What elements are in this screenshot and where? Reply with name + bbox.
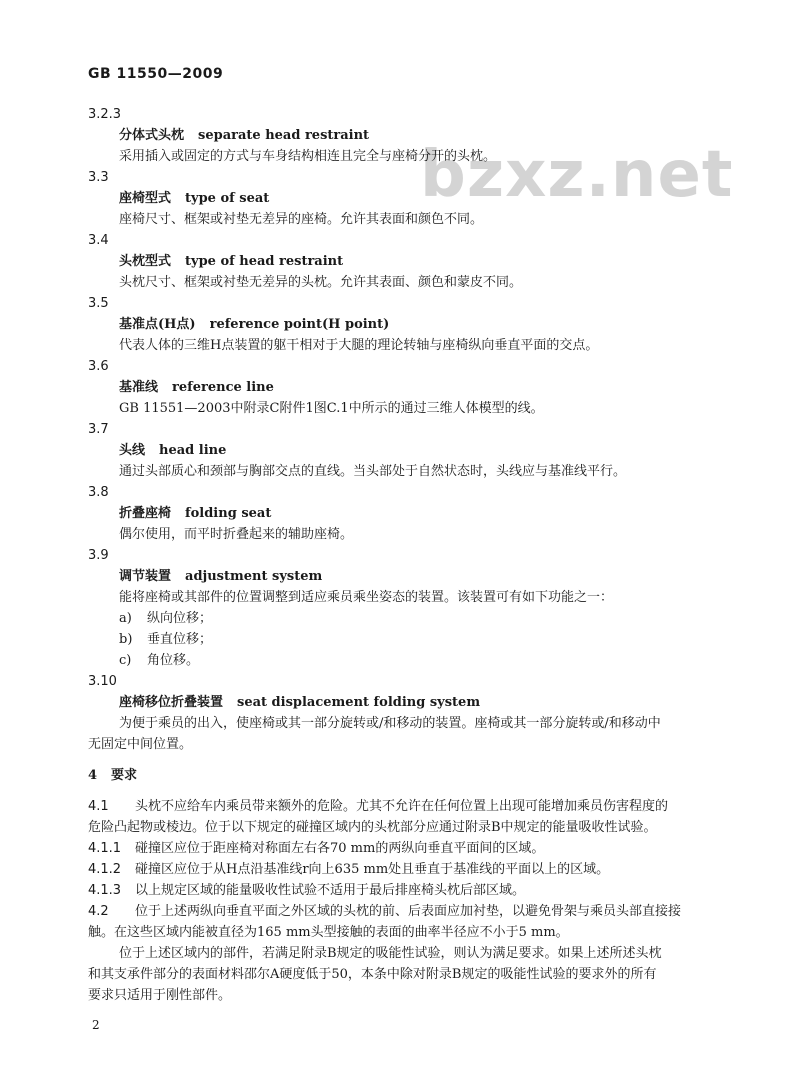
clause-text: 位于上述两纵向垂直平面之外区域的头枕的前、后表面应加衬垫，以避免骨架与乘员头部直接接 — [135, 904, 682, 919]
clause-number: 4.1.3 — [88, 883, 122, 898]
term-zh: 头枕型式 — [119, 254, 172, 269]
term-zh: 基准点(H点) — [119, 317, 196, 332]
function-list — [88, 608, 720, 671]
clause-number: 4.1.1 — [88, 841, 122, 856]
clause-number: 3.7 — [88, 422, 109, 437]
term-description: 通过头部质心和颈部与胸部交点的直线。当头部处于自然状态时，头线应与基准线平行。 — [119, 464, 627, 479]
term-zh: 基准线 — [119, 380, 159, 395]
clause-number: 3.10 — [88, 674, 117, 689]
clause-text: 以上规定区域的能量吸收性试验不适用于最后排座椅头枕后部区域。 — [135, 883, 526, 898]
term-zh: 调节装置 — [119, 569, 172, 584]
definition-item — [88, 545, 720, 608]
term-en: type of head restraint — [185, 254, 344, 269]
watermark: bzxz.net — [420, 138, 734, 212]
definition-item — [88, 167, 720, 230]
list-text: 纵向位移； — [147, 611, 213, 626]
definition-item — [88, 482, 720, 545]
definition-item — [88, 104, 720, 167]
list-marker: a) — [119, 611, 132, 626]
list-item — [88, 650, 720, 671]
term-en: reference line — [172, 380, 274, 395]
definition-list — [88, 104, 720, 608]
definition-item — [88, 293, 720, 356]
term-description: 采用插入或固定的方式与车身结构相连且完全与座椅分开的头枕。 — [119, 149, 497, 164]
list-text: 垂直位移； — [147, 632, 213, 647]
term-zh: 折叠座椅 — [119, 506, 172, 521]
term-description: 座椅尺寸、框架或衬垫无差异的座椅。允许其表面和颜色不同。 — [119, 212, 484, 227]
term-description: GB 11551—2003中附录C附件1图C.1中所示的通过三维人体模型的线。 — [119, 401, 544, 416]
term-zh: 头线 — [119, 443, 146, 458]
list-text: 角位移。 — [147, 653, 200, 668]
clause-text: 危险凸起物或棱边。位于以下规定的碰撞区域内的头枕部分应通过附录B中规定的能量吸收性试验。 — [88, 820, 657, 835]
term-title — [88, 566, 720, 587]
clause-number: 3.5 — [88, 296, 109, 311]
definition-item — [88, 230, 720, 293]
term-zh: 座椅型式 — [119, 191, 172, 206]
section-title: 要求 — [111, 768, 138, 783]
term-title — [88, 188, 720, 209]
term-en: head line — [159, 443, 227, 458]
clause-text: 和其支承件部分的表面材料邵尔A硬度低于50，本条中除对附录B规定的吸能性试验的要求外的所有 — [88, 967, 657, 982]
clause-number: 3.6 — [88, 359, 109, 374]
term-title — [88, 377, 720, 398]
section-number: 4 — [88, 768, 98, 783]
list-marker: b) — [119, 632, 133, 647]
term-zh: 座椅移位折叠装置 — [119, 695, 224, 710]
term-en: adjustment system — [185, 569, 323, 584]
clause-number: 3.9 — [88, 548, 109, 563]
clause-number: 3.3 — [88, 170, 109, 185]
term-title — [88, 692, 720, 713]
clause-number: 4.2 — [88, 904, 109, 919]
clause-text: 位于上述区域内的部件，若满足附录B规定的吸能性试验，则认为满足要求。如果上述所述头枕 — [119, 946, 662, 961]
clause-number: 3.4 — [88, 233, 109, 248]
clause-text: 头枕不应给车内乘员带来额外的危险。尤其不允许在任何位置上出现可能增加乘员伤害程度的 — [135, 799, 669, 814]
clause-text: 要求只适用于刚性部件。 — [88, 988, 232, 1003]
term-zh: 分体式头枕 — [119, 128, 185, 143]
term-en: reference point(H point) — [209, 317, 390, 332]
clause-number: 3.2.3 — [88, 107, 122, 122]
term-title — [88, 125, 720, 146]
term-description: 能将座椅或其部件的位置调整到适应乘员乘坐姿态的装置。该装置可有如下功能之一： — [119, 590, 614, 605]
term-title — [88, 503, 720, 524]
clause-number: 4.1 — [88, 799, 109, 814]
clause-4-2 — [88, 901, 720, 1006]
clause-number: 3.8 — [88, 485, 109, 500]
page-number: 2 — [92, 1018, 100, 1032]
term-description: 代表人体的三维H点装置的躯干相对于大腿的理论转轴与座椅纵向垂直平面的交点。 — [119, 338, 599, 353]
term-description: 偶尔使用，而平时折叠起来的辅助座椅。 — [119, 527, 354, 542]
clause-number: 4.1.2 — [88, 862, 122, 877]
definition-3-10 — [88, 671, 720, 755]
section-heading — [88, 765, 720, 786]
term-en: folding seat — [185, 506, 272, 521]
term-en: seat displacement folding system — [237, 695, 481, 710]
clause-text: 碰撞区应位于从H点沿基准线r向上635 mm处且垂直于基准线的平面以上的区域。 — [135, 862, 610, 877]
list-item — [88, 608, 720, 629]
clause-text: 触。在这些区域内能被直径为165 mm头型接触的表面的曲率半径应不小于5 mm。 — [88, 925, 569, 940]
term-title — [88, 314, 720, 335]
term-description: 头枕尺寸、框架或衬垫无差异的头枕。允许其表面、颜色和蒙皮不同。 — [119, 275, 523, 290]
term-description-line: 无固定中间位置。 — [88, 737, 193, 752]
definition-item — [88, 419, 720, 482]
clause-4-1 — [88, 796, 720, 901]
term-title — [88, 440, 720, 461]
list-marker: c) — [119, 653, 132, 668]
definition-item — [88, 356, 720, 419]
clause-text: 碰撞区应位于距座椅对称面左右各70 mm的两纵向垂直平面间的区域。 — [135, 841, 545, 856]
term-title — [88, 251, 720, 272]
standard-code: GB 11550—2009 — [88, 66, 224, 82]
list-item — [88, 629, 720, 650]
document-body — [88, 104, 720, 1006]
term-en: type of seat — [185, 191, 270, 206]
term-description-line: 为便于乘员的出入，使座椅或其一部分旋转或/和移动的装置。座椅或其一部分旋转或/和移动中 — [119, 716, 661, 731]
term-en: separate head restraint — [198, 128, 370, 143]
